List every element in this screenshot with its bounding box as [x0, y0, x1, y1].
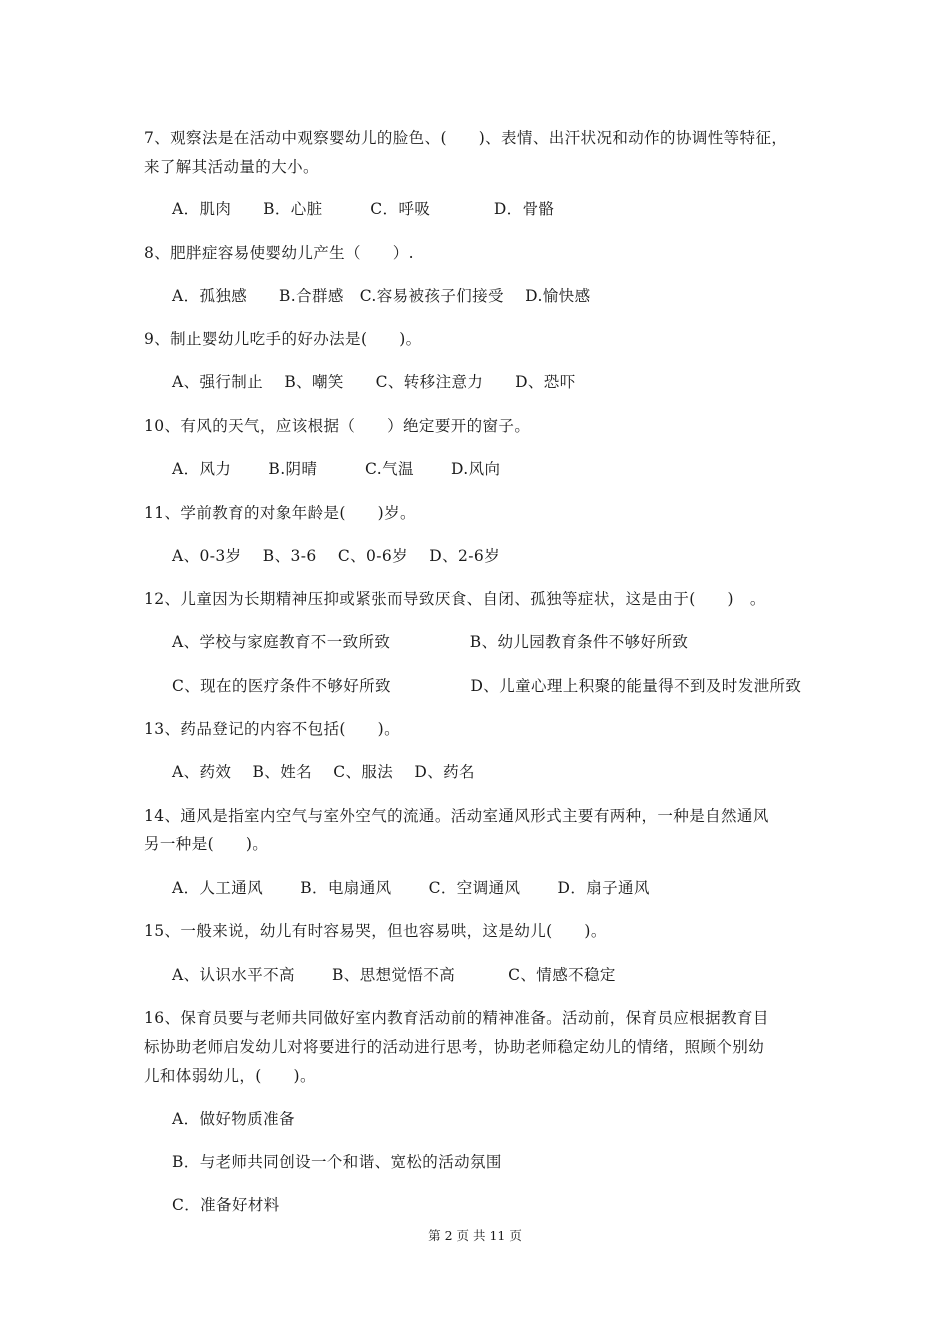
page-footer: 第 2 页 共 11 页 — [428, 1228, 522, 1243]
question-7-text: 来了解其活动量的大小。 — [144, 158, 319, 176]
question-7-text: 7、观察法是在活动中观察婴幼儿的脸色、( )、表情、出汗状况和动作的协调性等特征， — [144, 129, 788, 147]
question-12-options: C、现在的医疗条件不够好所致 D、儿童心理上积聚的能量得不到及时发泄所致 — [172, 677, 802, 695]
question-9-options: A、强行制止 B、嘲笑 C、转移注意力 D、恐吓 — [172, 373, 576, 391]
question-12-text: 12、儿童因为长期精神压抑或紧张而导致厌食、自闭、孤独等症状，这是由于( ) 。 — [144, 590, 766, 608]
question-13-options: A、药效 B、姓名 C、服法 D、药名 — [172, 763, 475, 781]
question-10-options: A．风力 B.阴晴 C.气温 D.风向 — [172, 460, 501, 478]
question-16-option-a: A．做好物质准备 — [172, 1110, 295, 1128]
question-13-text: 13、药品登记的内容不包括( )。 — [144, 720, 401, 738]
question-14-text: 另一种是( )。 — [144, 835, 269, 853]
question-11-options: A、0-3岁 B、3-6 C、0-6岁 D、2-6岁 — [172, 547, 501, 565]
question-16-text: 标协助老师启发幼儿对将要进行的活动进行思考，协助老师稳定幼儿的情绪，照顾个别幼 — [144, 1038, 765, 1056]
question-15-text: 15、一般来说，幼儿有时容易哭，但也容易哄，这是幼儿( )。 — [144, 922, 607, 940]
question-14-text: 14、通风是指室内空气与室外空气的流通。活动室通风形式主要有两种，一种是自然通风 — [144, 807, 769, 825]
question-12-options: A、学校与家庭教育不一致所致 B、幼儿园教育条件不够好所致 — [172, 633, 689, 651]
question-10-text: 10、有风的天气，应该根据（ ）绝定要开的窗子。 — [144, 417, 531, 435]
question-14-options: A．人工通风 B．电扇通风 C．空调通风 D．扇子通风 — [172, 879, 650, 897]
question-15-options: A、认识水平不高 B、思想觉悟不高 C、情感不稳定 — [172, 966, 616, 984]
question-16-option-b: B．与老师共同创设一个和谐、宽松的活动氛围 — [172, 1153, 502, 1171]
question-16-text: 16、保育员要与老师共同做好室内教育活动前的精神准备。活动前，保育员应根据教育目 — [144, 1009, 769, 1027]
question-7-options: A．肌肉 B．心脏 C．呼吸 D．骨骼 — [172, 200, 555, 218]
question-11-text: 11、学前教育的对象年龄是( )岁。 — [144, 504, 416, 522]
question-8-options: A．孤独感 B.合群感 C.容易被孩子们接受 D.愉快感 — [172, 287, 591, 305]
question-16-option-c: C．准备好材料 — [172, 1196, 280, 1214]
question-8-text: 8、肥胖症容易使婴幼儿产生（ ）. — [144, 244, 414, 262]
question-16-text: 儿和体弱幼儿，( )。 — [144, 1067, 316, 1085]
question-9-text: 9、制止婴幼儿吃手的好办法是( )。 — [144, 330, 422, 348]
